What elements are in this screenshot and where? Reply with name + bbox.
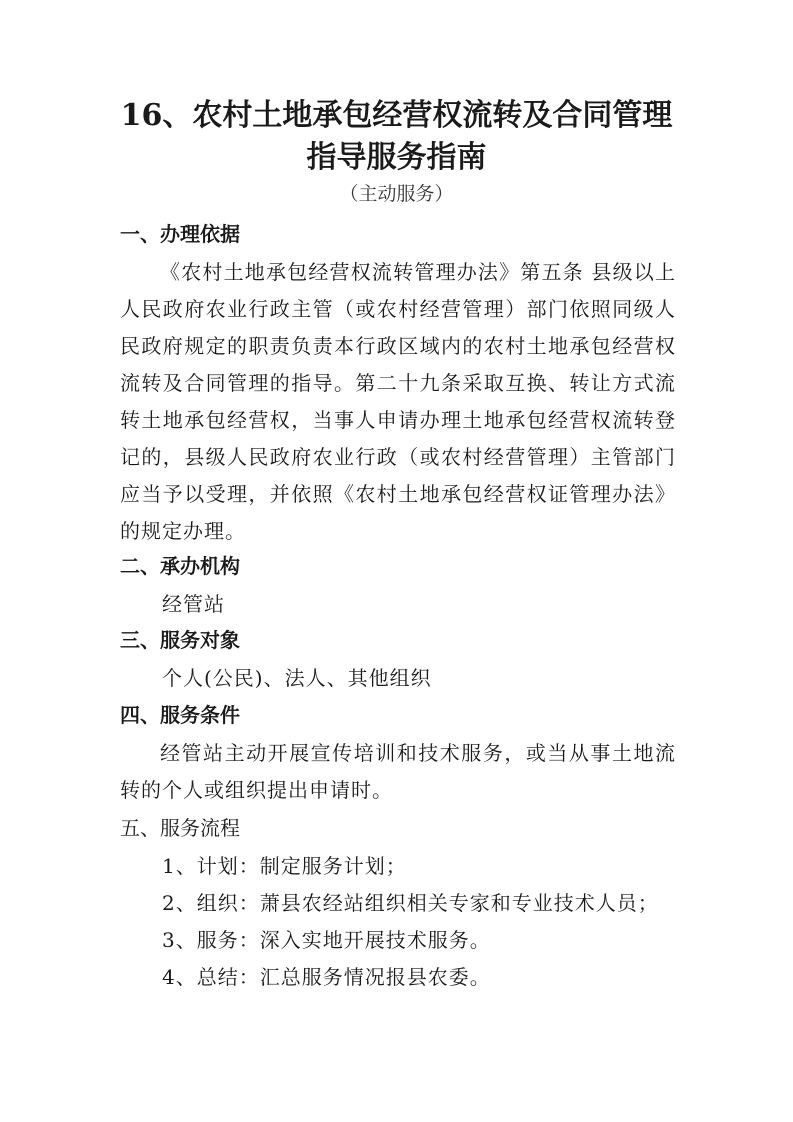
document-title-line-1: 16、农村土地承包经营权流转及合同管理 xyxy=(120,98,673,133)
section-body-target: 个人(公民)、法人、其他组织 xyxy=(162,666,432,690)
document-subtitle: （主动服务） xyxy=(339,183,454,205)
process-step-3: 3、服务：深入实地开展技术服务。 xyxy=(162,928,491,952)
process-step-1: 1、计划：制定服务计划； xyxy=(162,854,407,878)
process-step-4: 4、总结：汇总服务情况报县农委。 xyxy=(162,965,491,989)
section-body-conditions: 经管站主动开展宣传培训和技术服务，或当从事土地流转的个人或组织提出申请时。 xyxy=(120,741,676,802)
section-heading-target: 三、服务对象 xyxy=(120,628,240,652)
section-body-agency: 经管站 xyxy=(162,592,225,616)
section-heading-process: 五、服务流程 xyxy=(120,816,240,840)
process-step-2: 2、组织：萧县农经站组织相关专家和专业技术人员； xyxy=(162,891,659,915)
section-body-basis: 《农村土地承包经营权流转管理办法》第五条 县级以上人民政府农业行政主管（或农村经营管理）部门依照同级人民政府规定的职责负责本行政区域内的农村土地承包经营权流转及合同管理的指导。第二十九条采取互换、转让方式流转土地承包经营权，当事人申请办理土地承包经营权流转登记的，县级人民政府农业行政（或农村经营管理）主管部门应当予以受理，并依照《农村土地承包经营权证管理办法》的规定办理。 xyxy=(120,260,676,543)
section-heading-basis: 一、办理依据 xyxy=(120,222,240,246)
section-heading-agency: 二、承办机构 xyxy=(120,554,240,578)
section-heading-conditions: 四、服务条件 xyxy=(120,703,240,727)
document-title-line-2: 指导服务指南 xyxy=(306,140,487,175)
